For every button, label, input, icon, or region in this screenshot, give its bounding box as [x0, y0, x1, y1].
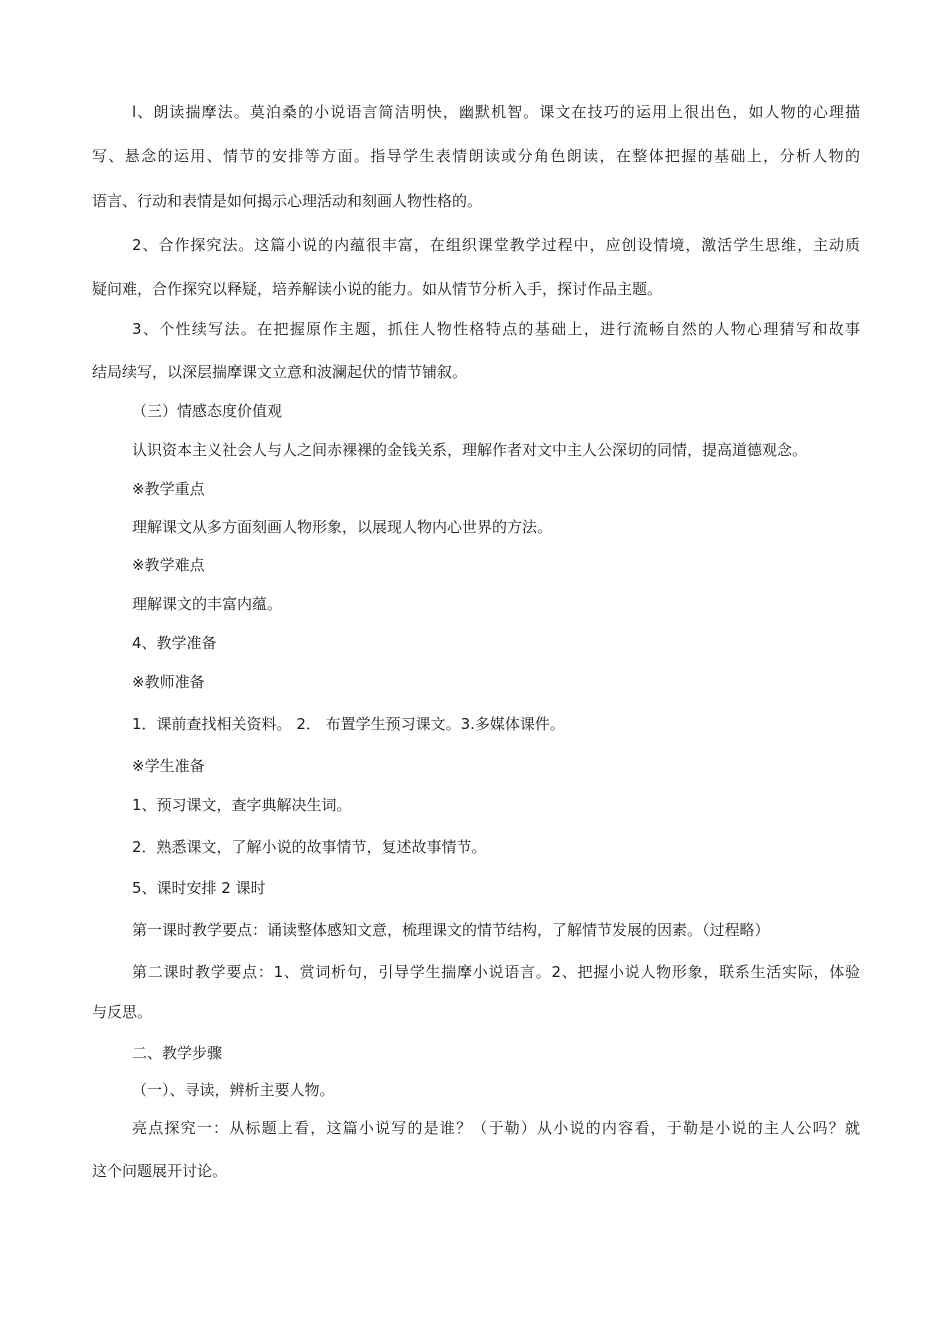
paragraph-line: 第一课时教学要点：诵读整体感知文意，梳理课文的情节结构，了解情节发展的因素。（过程略） [132, 921, 770, 939]
paragraph-line: 理解课文从多方面刻画人物形象，以展现人物内心世界的方法。 [132, 518, 553, 536]
paragraph-line: 这个问题展开讨论。 [92, 1162, 228, 1180]
paragraph-line: 第二课时教学要点：1、赏词析句，引导学生揣摩小说语言。2、把握小说人物形象，联系生活实际，体验 [132, 963, 860, 981]
section-heading: 二、教学步骤 [132, 1044, 223, 1062]
paragraph-line: 认识资本主义社会人与人之间赤裸裸的金钱关系，理解作者对文中主人公深切的同情，提高道德观念。 [132, 441, 808, 459]
paragraph-line: l、朗读揣摩法。莫泊桑的小说语言简洁明快，幽默机智。课文在技巧的运用上很出色，如人物的心理描 [132, 103, 860, 121]
section-heading: ※教学难点 [132, 556, 205, 574]
paragraph-line: 亮点探究一：从标题上看，这篇小说写的是谁？（于勒）从小说的内容看，于勒是小说的主人公吗？就 [132, 1119, 860, 1137]
section-heading: 5、课时安排 2 课时 [132, 879, 266, 897]
paragraph-line: 写、悬念的运用、情节的安排等方面。指导学生表情朗读或分角色朗读，在整体把握的基础上，分析人物的 [92, 147, 860, 165]
paragraph-line: 与反思。 [92, 1003, 153, 1021]
paragraph-line: 理解课文的丰富内蕴。 [132, 595, 283, 613]
paragraph-line: 疑问难，合作探究以释疑，培养解读小说的能力。如从情节分析入手，探讨作品主题。 [92, 280, 663, 298]
section-heading: ※学生准备 [132, 757, 205, 775]
paragraph-line: 2．熟悉课文，了解小说的故事情节，复述故事情节。 [132, 838, 487, 856]
section-heading: 4、教学准备 [132, 634, 217, 652]
paragraph-line: 结局续写，以深层揣摩课文立意和波澜起伏的情节铺叙。 [92, 363, 468, 381]
section-heading: ※教师准备 [132, 673, 205, 691]
section-heading: （一）、寻读，辨析主要人物。 [132, 1081, 335, 1099]
section-heading: ※教学重点 [132, 480, 205, 498]
section-heading: （三）情感态度价值观 [132, 402, 283, 420]
paragraph-line: 1．课前查找相关资料。 2． 布置学生预习课文。3.多媒体课件。 [132, 715, 565, 733]
paragraph-line: 1、预习课文，查字典解决生词。 [132, 796, 352, 814]
paragraph-line: 3、个性续写法。在把握原作主题，抓住人物性格特点的基础上，进行流畅自然的人物心理猜写和故事 [132, 320, 860, 338]
paragraph-line: 语言、行动和表情是如何揭示心理活动和刻画人物性格的。 [92, 192, 483, 210]
paragraph-line: 2、合作探究法。这篇小说的内蕴很丰富，在组织课堂教学过程中，应创设情境，激活学生思维，主动质 [132, 236, 860, 254]
